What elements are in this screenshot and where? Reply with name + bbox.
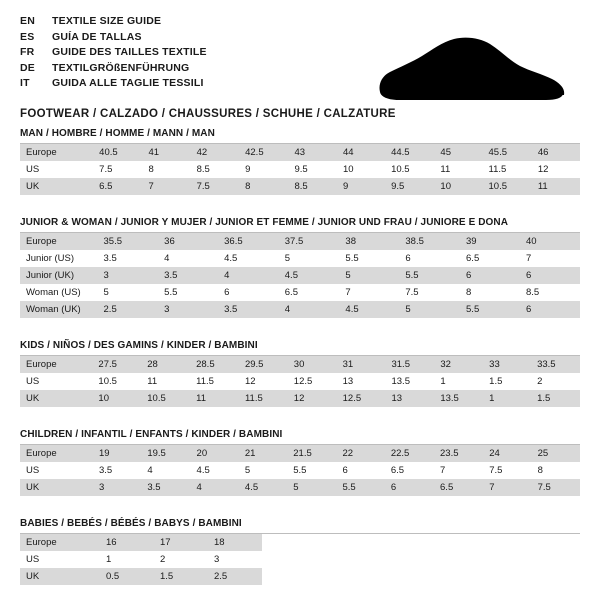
cell: 4	[218, 267, 279, 284]
cell: 3.5	[141, 479, 190, 496]
table-row	[20, 161, 580, 178]
cell: 25	[532, 445, 580, 462]
cell: 39	[460, 233, 520, 250]
cell: 6	[224, 287, 230, 298]
cell: 8.5	[196, 164, 210, 175]
cell: 2.5	[208, 568, 262, 585]
table-row	[20, 479, 580, 496]
cell: 8	[239, 178, 288, 195]
cell: 4.5	[224, 253, 238, 264]
cell: 13.5	[391, 376, 410, 387]
row-label: Europe	[20, 233, 98, 250]
row-label: Europe	[20, 445, 93, 462]
cell: 11	[532, 178, 580, 195]
table-row	[20, 534, 262, 551]
cell: 10.5	[98, 376, 117, 387]
cell: 6	[460, 267, 520, 284]
size-table-man	[20, 144, 580, 195]
cell: 35.5	[98, 233, 159, 250]
cell: 13	[342, 376, 354, 387]
cell: 0.5	[100, 568, 154, 585]
cell: 7	[483, 479, 531, 496]
cell: 5.5	[345, 253, 359, 264]
cell: 5	[339, 267, 399, 284]
cell: 8	[148, 164, 154, 175]
cell: 28.5	[190, 356, 239, 373]
cell: 2.5	[98, 301, 159, 318]
language-code: IT	[20, 77, 30, 89]
cell: 36.5	[218, 233, 279, 250]
cell: 42	[191, 144, 240, 161]
row-label: US	[26, 164, 40, 175]
cell: 6	[342, 465, 348, 476]
row-label: Junior (UK)	[20, 267, 98, 284]
cell: 5	[244, 465, 251, 476]
cell: 2	[537, 376, 543, 387]
cell: 5	[284, 253, 291, 264]
cell: 13	[385, 390, 434, 407]
cell: 12	[537, 164, 549, 175]
block-title: CHILDREN / INFANTIL / ENFANTS / KINDER / BAMBINI	[20, 429, 283, 440]
row-label: UK	[20, 178, 93, 195]
cell: 41	[143, 144, 191, 161]
row-label: UK	[20, 568, 100, 585]
cell: 1.5	[154, 568, 208, 585]
cell: 13.5	[434, 390, 483, 407]
cell: 11.5	[488, 164, 507, 175]
cell: 7.5	[99, 164, 113, 175]
table-row	[20, 250, 580, 267]
cell: 32	[434, 356, 483, 373]
cell: 7.5	[532, 479, 580, 496]
cell: 3.5	[218, 301, 279, 318]
language-title: GUIDE DES TAILLES TEXTILE	[52, 46, 207, 58]
cell: 8.5	[525, 287, 540, 298]
header	[20, 14, 580, 120]
block-title: JUNIOR & WOMAN / JUNIOR Y MUJER / JUNIOR ET FEMME / JUNIOR UND FRAU / JUNIORE E DONA	[20, 217, 509, 228]
cell: 10.5	[483, 178, 532, 195]
language-title: GUIDA ALLE TAGLIE TESSILI	[52, 77, 204, 89]
row-label: Woman (US)	[26, 287, 81, 298]
cell: 6	[405, 253, 411, 264]
cell: 1.5	[531, 390, 580, 407]
cell: 7	[525, 253, 532, 264]
language-row	[20, 45, 207, 61]
cell: 3	[214, 554, 220, 565]
cell: 9	[245, 164, 251, 175]
cell: 1	[483, 390, 531, 407]
cell: 44	[337, 144, 385, 161]
cell: 22	[336, 445, 384, 462]
cell: 7.5	[489, 465, 503, 476]
cell: 12.5	[293, 376, 313, 387]
cell: 4.5	[339, 301, 399, 318]
table-row	[20, 390, 580, 407]
table-row	[20, 178, 580, 195]
cell: 11.5	[196, 376, 214, 387]
row-label: US	[26, 465, 40, 476]
cell: 10	[92, 390, 141, 407]
cell: 40.5	[93, 144, 142, 161]
cell: 19	[93, 445, 141, 462]
language-title: TEXTILE SIZE GUIDE	[52, 15, 162, 27]
size-block-children	[20, 429, 580, 496]
cell: 9	[337, 178, 385, 195]
cell: 3	[98, 267, 159, 284]
table-row	[20, 284, 580, 301]
table-row	[20, 462, 580, 479]
cell: 12.5	[337, 390, 386, 407]
language-code: DE	[20, 61, 35, 74]
row-label: Europe	[20, 534, 100, 551]
table-row	[20, 356, 580, 373]
cell: 23.5	[434, 445, 483, 462]
cell: 4	[279, 301, 340, 318]
table-row	[20, 445, 580, 462]
cell: 33	[483, 356, 531, 373]
cell: 4.5	[196, 465, 210, 476]
language-code: FR	[20, 46, 35, 58]
cell: 31.5	[385, 356, 434, 373]
cell: 3.5	[98, 465, 113, 476]
cell: 31	[337, 356, 386, 373]
cell: 42.5	[239, 144, 288, 161]
cell: 9.5	[294, 164, 308, 175]
cell: 4	[147, 465, 153, 476]
table-row	[20, 144, 580, 161]
cell: 10	[434, 178, 482, 195]
language-title: GUÍA DE TALLAS	[52, 30, 142, 43]
cell: 3.5	[103, 253, 117, 264]
cell: 38	[339, 233, 399, 250]
cell: 10.5	[141, 390, 190, 407]
table-row	[20, 233, 580, 250]
cell: 10	[342, 164, 354, 175]
cell: 11	[147, 376, 158, 387]
cell: 21.5	[287, 445, 336, 462]
size-block-kids	[20, 340, 580, 407]
cell: 8	[466, 287, 472, 298]
cell: 18	[208, 534, 262, 551]
cell: 7	[143, 178, 191, 195]
row-label: Europe	[20, 356, 92, 373]
cell: 33.5	[531, 356, 580, 373]
cell: 5	[103, 287, 109, 298]
cell: 11.5	[239, 390, 288, 407]
language-title: TEXTILGRÖßENFÜHRUNG	[52, 61, 190, 74]
language-row	[20, 14, 207, 30]
cell: 6.5	[466, 253, 480, 264]
cell: 43	[288, 144, 337, 161]
language-row	[20, 61, 207, 77]
cell: 7	[440, 465, 446, 476]
size-table-junior-woman	[20, 233, 580, 318]
cell: 17	[154, 534, 208, 551]
size-table-babies	[20, 534, 262, 585]
language-title-table	[20, 14, 207, 92]
language-rows	[20, 14, 207, 92]
table-row	[20, 551, 262, 568]
language-code: ES	[20, 30, 35, 43]
language-code: EN	[20, 15, 35, 27]
size-table-kids	[20, 356, 580, 407]
cell: 3.5	[158, 267, 218, 284]
table-row	[20, 568, 262, 585]
size-block-babies	[20, 518, 580, 585]
cell: 6.5	[434, 479, 483, 496]
cell: 10.5	[391, 164, 410, 175]
cell: 24	[483, 445, 531, 462]
row-label: Europe	[20, 144, 93, 161]
cell: 6.5	[284, 287, 298, 298]
cell: 20	[191, 445, 239, 462]
cell: 8	[537, 465, 543, 476]
cell: 4	[164, 253, 170, 264]
cell: 1.5	[489, 376, 503, 387]
cell: 16	[100, 534, 154, 551]
block-title: KIDS / NIÑOS / DES GAMINS / KINDER / BAMBINI	[20, 340, 258, 351]
cell: 8.5	[288, 178, 337, 195]
cell: 4	[191, 479, 239, 496]
cell: 4.5	[279, 267, 340, 284]
cell: 11	[440, 164, 451, 175]
cell: 11	[190, 390, 239, 407]
table-row	[20, 373, 580, 390]
cell: 38.5	[399, 233, 460, 250]
cell: 7.5	[405, 287, 419, 298]
row-label: Junior (US)	[26, 253, 75, 264]
size-table-children	[20, 445, 580, 496]
cell: 5	[287, 479, 336, 496]
cell: 12	[244, 376, 256, 387]
cell: 6.5	[390, 465, 405, 476]
language-row	[20, 76, 207, 92]
cell: 4.5	[239, 479, 287, 496]
cell: 5.5	[336, 479, 384, 496]
dress-shoe-icon	[370, 32, 570, 107]
language-row	[20, 30, 207, 46]
block-title: MAN / HOMBRE / HOMME / MANN / MAN	[20, 128, 215, 139]
cell: 3	[158, 301, 218, 318]
cell: 5.5	[164, 287, 178, 298]
cell: 36	[158, 233, 218, 250]
cell: 19.5	[141, 445, 190, 462]
category-title: FOOTWEAR / CALZADO / CHAUSSURES / SCHUHE / CALZATURE	[20, 107, 396, 120]
cell: 29.5	[239, 356, 288, 373]
table-row	[20, 301, 580, 318]
cell: 45	[434, 144, 482, 161]
cell: 5.5	[460, 301, 520, 318]
cell: 3	[93, 479, 141, 496]
cell: 28	[141, 356, 190, 373]
cell: 5.5	[399, 267, 460, 284]
row-label: US	[26, 554, 40, 565]
cell: 30	[288, 356, 337, 373]
cell: 46	[532, 144, 580, 161]
cell: 45.5	[483, 144, 532, 161]
cell: 27.5	[92, 356, 141, 373]
cell: 40	[520, 233, 580, 250]
block-title: BABIES / BEBÉS / BÉBÉS / BABYS / BAMBINI	[20, 518, 242, 529]
row-label: UK	[20, 479, 93, 496]
cell: 1	[440, 376, 446, 387]
cell: 6	[385, 479, 434, 496]
cell: 7.5	[191, 178, 240, 195]
cell: 6.5	[93, 178, 142, 195]
cell: 1	[106, 554, 112, 565]
table-row	[20, 267, 580, 284]
size-block-junior-woman	[20, 217, 580, 318]
cell: 7	[345, 287, 351, 298]
cell: 9.5	[385, 178, 434, 195]
cell: 6	[520, 301, 580, 318]
cell: 12	[288, 390, 337, 407]
row-label: US	[26, 376, 40, 387]
size-block-man	[20, 128, 580, 195]
cell: 44.5	[385, 144, 434, 161]
cell: 37.5	[279, 233, 340, 250]
cell: 6	[520, 267, 580, 284]
cell: 5	[399, 301, 460, 318]
cell: 22.5	[385, 445, 434, 462]
cell: 2	[160, 554, 166, 565]
row-label: Woman (UK)	[20, 301, 98, 318]
cell: 5.5	[293, 465, 307, 476]
row-label: UK	[20, 390, 92, 407]
cell: 21	[239, 445, 287, 462]
